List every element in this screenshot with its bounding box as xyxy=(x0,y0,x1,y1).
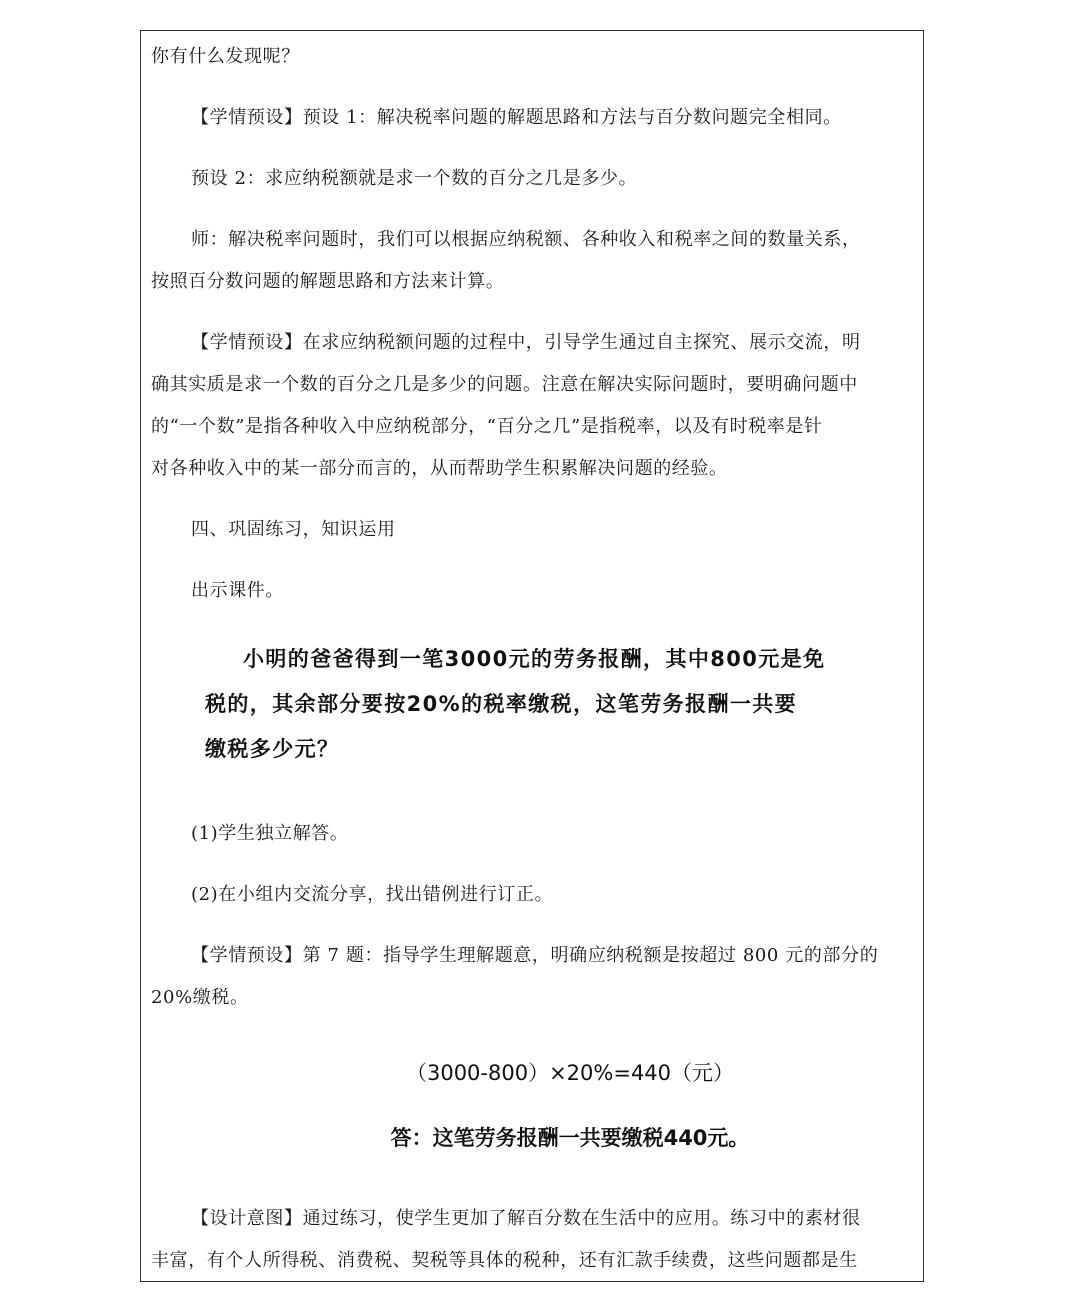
paragraph-preset-1: 【学情预设】预设 1：解决税率问题的解题思路和方法与百分数问题完全相同。 xyxy=(191,107,842,128)
paragraph-discovery-question: 你有什么发现呢？ xyxy=(151,46,300,67)
paragraph-preset-2: 预设 2：求应纳税额就是求一个数的百分之几是多少。 xyxy=(191,168,638,189)
question-7-preset-line-2: 20%缴税。 xyxy=(151,987,249,1008)
section-heading-practice: 四、巩固练习，知识运用 xyxy=(191,519,396,540)
paragraph-step-2: (2)在小组内交流分享，找出错例进行订正。 xyxy=(191,884,554,905)
paragraph-question-7-preset xyxy=(151,935,911,1019)
learning-preset-line-2: 确其实质是求一个数的百分之几是多少的问题。注意在解决实际问题时，要明确问题中 xyxy=(151,374,858,395)
lesson-text-design-intent xyxy=(151,1198,911,1282)
lesson-text xyxy=(151,36,911,612)
teacher-summary-line-1: 师：解决税率问题时，我们可以根据应纳税额、各种收入和税率之间的数量关系， xyxy=(191,229,861,250)
word-problem-line-2: 税的，其余部分要按20%的税率缴税，这笔劳务报酬一共要 xyxy=(205,692,798,716)
paragraph-learning-preset xyxy=(151,322,911,490)
paragraph-design-intent xyxy=(151,1198,911,1282)
word-problem-line-3: 缴税多少元？ xyxy=(205,737,340,761)
word-problem-line-1: 小明的爸爸得到一笔3000元的劳务报酬，其中800元是免 xyxy=(243,647,826,671)
paragraph-show-courseware: 出示课件。 xyxy=(191,580,284,601)
learning-preset-line-1: 【学情预设】在求应纳税额问题的过程中，引导学生通过自主探究、展示交流，明 xyxy=(191,332,861,353)
paragraph-teacher-summary xyxy=(151,219,911,303)
question-7-preset-line-1: 【学情预设】第 7 题：指导学生理解题意，明确应纳税额是按超过 800 元的部分的 xyxy=(191,945,879,966)
teacher-summary-line-2: 按照百分数问题的解题思路和方法来计算。 xyxy=(151,271,505,292)
learning-preset-line-4: 对各种收入中的某一部分而言的，从而帮助学生积累解决问题的经验。 xyxy=(151,458,728,479)
paragraph-step-1: (1)学生独立解答。 xyxy=(191,823,349,844)
solution-answer: 答：这笔劳务报酬一共要缴税440元。 xyxy=(390,1126,750,1150)
word-problem xyxy=(205,637,845,772)
solution-calculation: （3000-800）×20%=440（元） xyxy=(405,1061,735,1085)
design-intent-line-2: 丰富，有个人所得税、消费税、契税等具体的税种，还有汇款手续费，这些问题都是生 xyxy=(151,1250,858,1271)
design-intent-line-1: 【设计意图】通过练习，使学生更加了解百分数在生活中的应用。练习中的素材很 xyxy=(191,1208,861,1229)
lesson-text-continued xyxy=(151,813,911,1019)
learning-preset-line-3: 的“一个数”是指各种收入中应纳税部分，“百分之几”是指税率，以及有时税率是针 xyxy=(151,416,823,437)
